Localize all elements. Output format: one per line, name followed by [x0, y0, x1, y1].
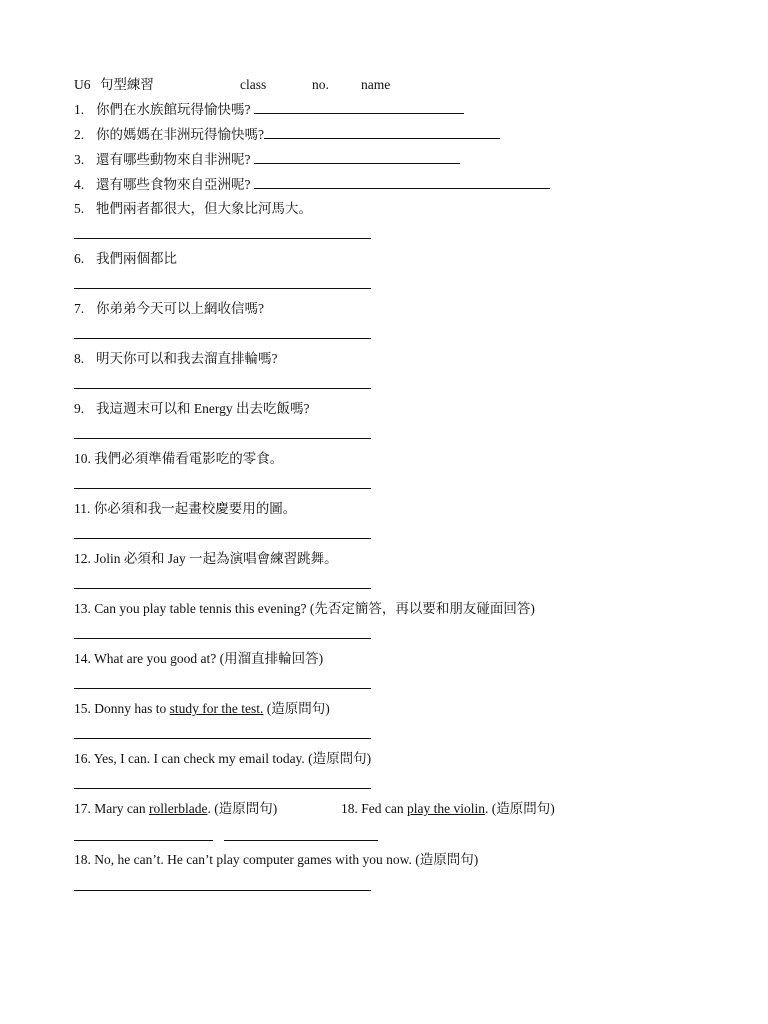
- question-13: 13. Can you play table tennis this evening? (先否定簡答，再以要和朋友碰面回答): [74, 601, 535, 616]
- unit-label: U6: [74, 77, 91, 92]
- question-7: 7. 你弟弟今天可以上網收信嗎?: [74, 301, 264, 316]
- answer-line[interactable]: [74, 288, 371, 289]
- worksheet-title: 句型練習: [99, 77, 154, 92]
- answer-line[interactable]: [74, 638, 371, 639]
- answer-blank[interactable]: [254, 175, 550, 189]
- question-16: 16. Yes, I can. I can check my email today. (造原問句): [74, 751, 372, 766]
- answer-line[interactable]: [74, 238, 371, 239]
- underlined-phrase: play the violin: [406, 801, 485, 816]
- question-6: 6. 我們兩個都比: [74, 251, 177, 266]
- answer-blank[interactable]: [264, 125, 500, 139]
- name-label: name: [361, 77, 391, 92]
- answer-line[interactable]: [74, 738, 371, 739]
- question-18a: 18. Fed can play the violin. (造原問句): [341, 801, 555, 816]
- answer-line[interactable]: [74, 538, 371, 539]
- answer-line[interactable]: [74, 588, 371, 589]
- answer-line[interactable]: [74, 840, 213, 841]
- question-8: 8. 明天你可以和我去溜直排輪嗎?: [74, 351, 278, 366]
- answer-line[interactable]: [74, 890, 371, 891]
- question-11: 11. 你必須和我一起畫校慶要用的圖。: [74, 501, 297, 516]
- question-15: 15. Donny has to study for the test. (造原問句): [74, 701, 330, 716]
- question-5: 5. 牠們兩者都很大，但大象比河馬大。: [74, 201, 312, 216]
- answer-line[interactable]: [74, 438, 371, 439]
- question-9: 9. 我這週末可以和 Energy 出去吃飯嗎?: [74, 401, 310, 416]
- answer-line[interactable]: [74, 338, 371, 339]
- answer-line[interactable]: [74, 488, 371, 489]
- question-17: 17. Mary can rollerblade. (造原問句): [74, 801, 278, 816]
- underlined-phrase: study for the test.: [169, 701, 264, 716]
- no-label: no.: [312, 77, 329, 92]
- question-14: 14. What are you good at? (用溜直排輪回答): [74, 651, 324, 666]
- class-label: class: [240, 77, 267, 92]
- answer-blank[interactable]: [254, 100, 464, 114]
- question-3: 3. 還有哪些動物來自非洲呢?: [74, 150, 460, 168]
- question-10: 10. 我們必須準備看電影吃的零食。: [74, 451, 284, 466]
- question-18b: 18. No, he can’t. He can’t play computer games with you now. (造原問句): [74, 852, 479, 867]
- worksheet-header: [74, 77, 391, 93]
- question-12: 12. Jolin 必須和 Jay 一起為演唱會練習跳舞。: [74, 551, 338, 566]
- answer-line[interactable]: [224, 840, 378, 841]
- question-4: 4. 還有哪些食物來自亞洲呢?: [74, 175, 550, 193]
- answer-line[interactable]: [74, 788, 371, 789]
- question-2: 2. 你的媽媽在非洲玩得愉快嗎?: [74, 125, 500, 143]
- question-1: 1. 你們在水族館玩得愉快嗎?: [74, 100, 464, 118]
- underlined-phrase: rollerblade: [148, 801, 208, 816]
- answer-line[interactable]: [74, 388, 371, 389]
- answer-line[interactable]: [74, 688, 371, 689]
- answer-blank[interactable]: [254, 150, 460, 164]
